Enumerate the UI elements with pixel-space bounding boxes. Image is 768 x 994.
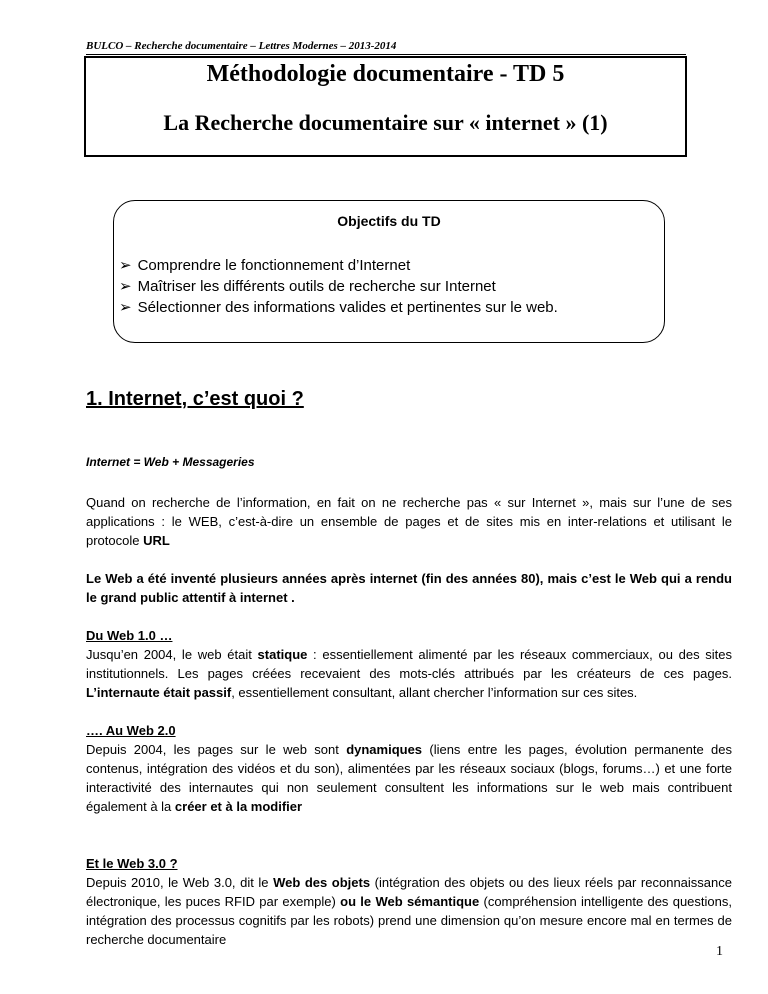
document-subtitle: La Recherche documentaire sur « internet » (1): [163, 110, 608, 135]
web3-paragraph: [86, 873, 732, 949]
paragraph-text: : essentiellement alimenté par les réseaux commerciaux, ou des sites institutionnels. Les pages créées recevaient des mots-clés attribués par les créateurs de ces pages.: [86, 647, 732, 681]
web1-heading: Du Web 1.0 …: [86, 628, 173, 643]
section-heading: 1. Internet, c’est quoi ?: [86, 388, 304, 410]
web1-paragraph: [86, 645, 732, 702]
paragraph-web-invention: Le Web a été inventé plusieurs années après internet (fin des années 80), mais c’est le Web qui a rendu le grand public attentif à internet .: [86, 571, 732, 605]
objectives-heading: Objectifs du TD: [337, 213, 441, 229]
objective-text: Maîtriser les différents outils de recherche sur Internet: [137, 278, 496, 295]
paragraph-text: (compréhension intelligente des questions, intégration des processus cognitifs par les robots) prend une dimension qu’on mesure encore mal en termes de recherche documentaire: [86, 894, 732, 947]
arrow-bullet-icon: ➢: [119, 278, 132, 295]
objectives-box: [113, 200, 665, 343]
web2-heading: …. Au Web 2.0: [86, 723, 176, 738]
title-box: [84, 56, 687, 157]
section-content: [86, 452, 732, 949]
list-item: [119, 276, 664, 297]
paragraph-text: Depuis 2004, les pages sur le web sont: [86, 742, 347, 757]
paragraph-text: , essentiellement consultant, allant chercher l’information sur ces sites.: [231, 685, 638, 700]
document-title: Méthodologie documentaire - TD 5: [206, 61, 565, 87]
arrow-bullet-icon: ➢: [119, 299, 132, 316]
objectives-list: [119, 255, 664, 318]
formula-text: Internet = Web + Messageries: [86, 455, 255, 469]
paragraph-intro: [86, 493, 732, 550]
web2-paragraph: [86, 740, 732, 816]
objective-text: Sélectionner des informations valides et pertinentes sur le web.: [137, 299, 558, 316]
paragraph-text: (liens entre les pages, évolution permanente des contenus, intégration des vidéos et du son), alimentées par les réseaux sociaux (blogs, forums…) et une forte interactivité des internautes qui non seulement consultent les informations sur le web mais contribuent également à la: [86, 742, 732, 814]
paragraph-bold: Web des objets: [273, 875, 371, 890]
paragraph-bold: statique: [257, 647, 308, 662]
page-number: 1: [716, 944, 723, 959]
paragraph-bold: L’internaute était passif: [86, 685, 232, 700]
formula-line: [86, 452, 732, 472]
objective-text: Comprendre le fonctionnement d’Internet: [137, 257, 411, 274]
list-item: [119, 255, 664, 276]
paragraph-text: Quand on recherche de l’information, en fait on ne recherche pas « sur Internet », mais sur l’une de ses applications : le WEB, c’est-à-dire un ensemble de pages et de sites mis en inter-relations et utilisant le protocole: [86, 495, 732, 548]
running-header: BULCO – Recherche documentaire – Lettres Modernes – 2013-2014: [86, 40, 686, 55]
list-item: [119, 297, 664, 318]
paragraph-text: Jusqu’en 2004, le web était: [86, 647, 258, 662]
paragraph-text: Depuis 2010, le Web 3.0, dit le: [86, 875, 274, 890]
paragraph-bold: dynamiques: [346, 742, 423, 757]
paragraph-text: (intégration des objets ou des lieux réels par reconnaissance électronique, les puces RFID par exemple): [86, 875, 732, 909]
paragraph-bold: créer et à la modifier: [174, 799, 303, 814]
paragraph-bold: URL: [143, 533, 170, 548]
paragraph-bold: ou le Web sémantique: [340, 894, 480, 909]
web3-heading: Et le Web 3.0 ?: [86, 856, 178, 871]
arrow-bullet-icon: ➢: [119, 257, 132, 274]
